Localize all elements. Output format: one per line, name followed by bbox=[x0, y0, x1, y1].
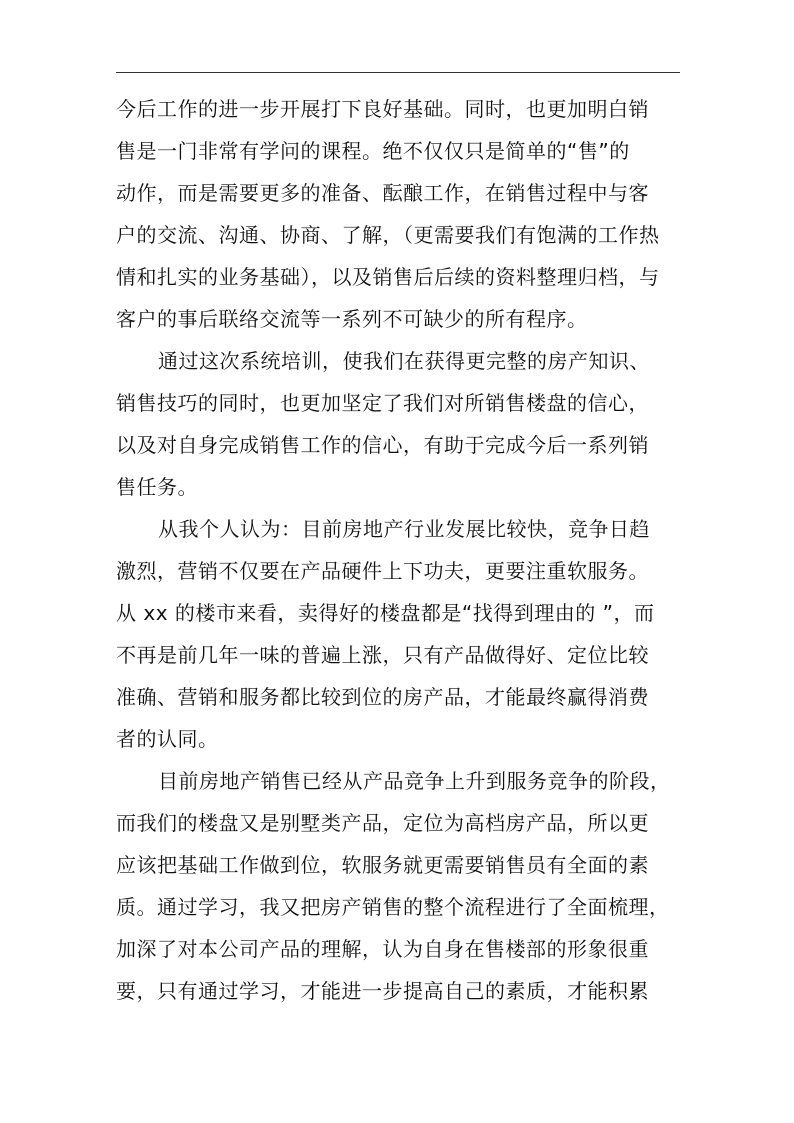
text-line: 客户的事后联络交流等一系列不可缺少的所有程序。 bbox=[116, 307, 588, 331]
text-line: 售是一门非常有学问的课程。绝不仅仅只是简单的“售”的 bbox=[116, 139, 630, 163]
text-line: 激烈，营销不仅要在产品硬件上下功夫，更要注重软服务。 bbox=[116, 559, 649, 583]
text-line: 从 xx 的楼市来看，卖得好的楼盘都是“找得到理由的 ”，而 bbox=[116, 601, 655, 625]
paragraph-first-line: 从我个人认为：目前房地产行业发展比较快，竞争日趋 bbox=[158, 517, 650, 541]
text-line: 应该把基础工作做到位，软服务就更需要销售员有全面的素 bbox=[116, 853, 649, 877]
text-line: 户的交流、沟通、协商、了解，（更需要我们有饱满的工作热 bbox=[116, 223, 660, 247]
text-line: 加深了对本公司产品的理解，认为自身在售楼部的形象很重 bbox=[116, 937, 649, 961]
text-line: 情和扎实的业务基础），以及销售后后续的资料整理归档，与 bbox=[116, 265, 660, 289]
text-line: 动作，而是需要更多的准备、酝酿工作，在销售过程中与客 bbox=[116, 181, 649, 205]
text-line: 今后工作的进一步开展打下良好基础。同时，也更加明白销 bbox=[116, 97, 649, 121]
text-line: 销售技巧的同时，也更加坚定了我们对所销售楼盘的信心， bbox=[116, 391, 649, 415]
text-line: 者的认同。 bbox=[116, 727, 219, 751]
paragraph-first-line: 通过这次系统培训，使我们在获得更完整的房产知识、 bbox=[158, 349, 650, 373]
text-line: 不再是前几年一味的普遍上涨，只有产品做得好、定位比较 bbox=[116, 643, 649, 667]
text-line: 质。通过学习，我又把房产销售的整个流程进行了全面梳理， bbox=[116, 895, 670, 919]
text-line: 准确、营销和服务都比较到位的房产品，才能最终赢得消费 bbox=[116, 685, 649, 709]
text-line: 售任务。 bbox=[116, 475, 198, 499]
text-line: 以及对自身完成销售工作的信心，有助于完成今后一系列销 bbox=[116, 433, 649, 457]
header-rule bbox=[116, 72, 680, 73]
text-line: 要，只有通过学习，才能进一步提高自己的素质，才能积累 bbox=[116, 979, 649, 1003]
paragraph-first-line: 目前房地产销售已经从产品竞争上升到服务竞争的阶段， bbox=[158, 769, 671, 793]
text-line: 而我们的楼盘又是别墅类产品，定位为高档房产品，所以更 bbox=[116, 811, 649, 835]
document-body bbox=[116, 88, 686, 1012]
